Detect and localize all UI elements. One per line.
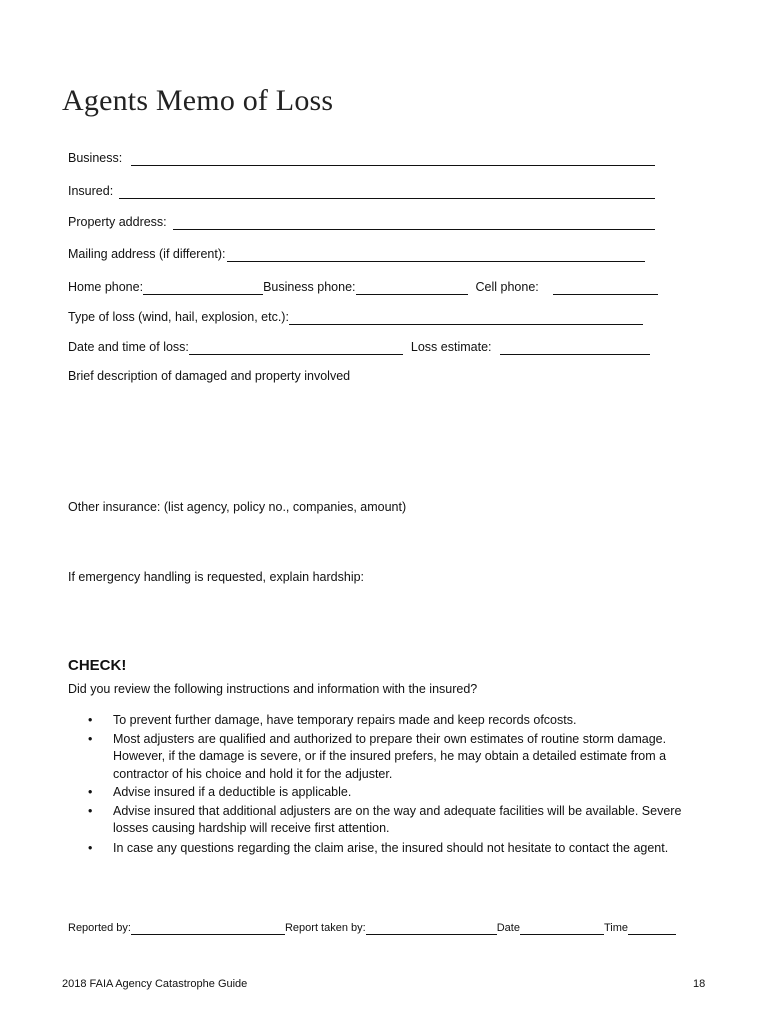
description-label: Brief description of damaged and property involved bbox=[68, 369, 351, 383]
home-phone-field[interactable] bbox=[143, 282, 263, 295]
checklist bbox=[68, 712, 688, 858]
insured-field[interactable] bbox=[119, 186, 655, 199]
bullet-icon: • bbox=[88, 785, 93, 799]
property-address-row bbox=[68, 212, 658, 230]
phones-row bbox=[68, 277, 658, 295]
report-taken-by-field[interactable] bbox=[366, 924, 497, 935]
report-taken-by-label: Report taken by: bbox=[284, 922, 366, 934]
cell-phone-field[interactable] bbox=[553, 282, 658, 295]
bullet-icon: • bbox=[88, 713, 93, 727]
time-field[interactable] bbox=[628, 924, 676, 935]
business-row bbox=[68, 148, 658, 166]
business-label: Business: bbox=[68, 151, 123, 165]
property-address-label: Property address: bbox=[68, 215, 167, 229]
bullet-icon: • bbox=[88, 840, 93, 855]
mailing-address-label: Mailing address (if different): bbox=[68, 247, 226, 261]
report-row bbox=[68, 917, 688, 935]
business-field[interactable] bbox=[131, 153, 655, 166]
reported-by-field[interactable] bbox=[131, 924, 285, 935]
date-field[interactable] bbox=[520, 924, 604, 935]
emergency-label: If emergency handling is requested, explain hardship: bbox=[68, 570, 365, 584]
property-address-field[interactable] bbox=[173, 217, 655, 230]
check-heading: CHECK! bbox=[68, 657, 127, 674]
date-loss-row bbox=[68, 337, 650, 355]
type-of-loss-field[interactable] bbox=[289, 312, 643, 325]
list-item: • To prevent further damage, have temporary repairs made and keep records ofcosts. bbox=[68, 712, 688, 730]
type-of-loss-row bbox=[68, 307, 646, 325]
mailing-address-field[interactable] bbox=[227, 249, 645, 262]
mailing-address-row bbox=[68, 244, 648, 262]
business-phone-label: Business phone: bbox=[263, 280, 356, 294]
business-phone-field[interactable] bbox=[356, 282, 468, 295]
list-item: • Most adjusters are qualified and authorized to prepare their own estimates of routine storm damage. However, if the damage is severe, or if the insured prefers, he may obtain a detailed estimate from a contractor of his choice and hold it for the adjuster. bbox=[88, 731, 667, 781]
page-title: Agents Memo of Loss bbox=[62, 84, 334, 117]
reported-by-label: Reported by: bbox=[68, 922, 131, 934]
list-item: • Advise insured that additional adjusters are on the way and adequate facilities will be available. Severe losses causing hardship will receive first attention. bbox=[88, 803, 682, 835]
cell-phone-label: Cell phone: bbox=[475, 280, 539, 294]
time-label: Time bbox=[603, 922, 628, 934]
loss-estimate-label: Loss estimate: bbox=[410, 340, 492, 354]
bullet-icon: • bbox=[88, 803, 93, 818]
date-label: Date bbox=[496, 922, 520, 934]
insured-label: Insured: bbox=[68, 184, 114, 198]
list-item: • In case any questions regarding the claim arise, the insured should not hesitate to contact the agent. bbox=[68, 840, 688, 858]
check-question: Did you review the following instructions and information with the insured? bbox=[68, 682, 478, 696]
type-of-loss-label: Type of loss (wind, hail, explosion, etc.): bbox=[68, 310, 289, 324]
insured-row bbox=[68, 181, 658, 199]
home-phone-label: Home phone: bbox=[68, 280, 144, 294]
footer-guide: 2018 FAIA Agency Catastrophe Guide bbox=[62, 978, 248, 990]
loss-estimate-field[interactable] bbox=[500, 342, 651, 355]
list-item: • Advise insured if a deductible is applicable. bbox=[68, 784, 688, 802]
other-insurance-label: Other insurance: (list agency, policy no., companies, amount) bbox=[68, 500, 407, 514]
page-number: 18 bbox=[693, 978, 706, 990]
date-time-loss-label: Date and time of loss: bbox=[68, 340, 189, 354]
date-time-loss-field[interactable] bbox=[189, 342, 403, 355]
bullet-icon: • bbox=[88, 731, 93, 746]
